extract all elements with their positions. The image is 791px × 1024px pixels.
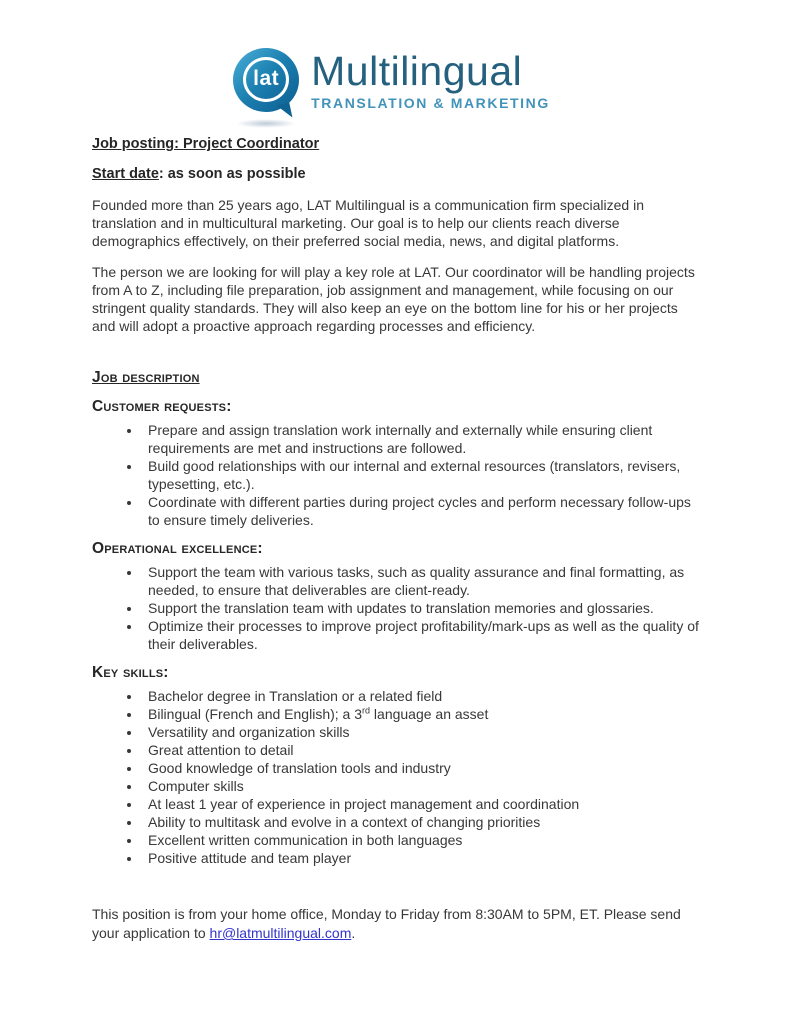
- list-item: • Excellent written communication in both languages: [142, 831, 701, 849]
- page-title: Job posting: Project Coordinator: [92, 136, 320, 152]
- ordinal-superscript: rd: [362, 705, 371, 716]
- speech-bubble-tail: [277, 103, 293, 120]
- list-item: • Ability to multitask and evolve in a context of changing priorities: [142, 813, 701, 831]
- list-item: • Prepare and assign translation work internally and externally while ensuring client requirements are met and instructions are followed.: [142, 421, 701, 457]
- logo-brand-name: Multilingual: [311, 47, 523, 94]
- list-item: • Support the translation team with updates to translation memories and glossaries.: [142, 599, 701, 617]
- intro-paragraph-2: The person we are looking for will play a key role at LAT. Our coordinator will be handling projects from A to Z, including file preparation, job assignment and management, while focusing on our stringent quality standards. They will also keep an eye on the bottom line for his or her projects and will adopt a proactive approach regarding processes and efficiency.: [92, 264, 695, 334]
- list-item: • At least 1 year of experience in project management and coordination: [142, 795, 701, 813]
- operational-excellence-heading: Operational excellence:: [92, 540, 263, 557]
- closing-paragraph: [92, 905, 701, 943]
- list-item: • Support the team with various tasks, such as quality assurance and final formatting, as needed, to ensure that deliverables are client-ready.: [142, 563, 701, 599]
- list-item: • Positive attitude and team player: [142, 849, 701, 867]
- list-item: • Versatility and organization skills: [142, 723, 701, 741]
- operational-excellence-list: [92, 563, 701, 653]
- logo-tagline: TRANSLATION & MARKETING: [311, 94, 550, 111]
- key-skills-list: [92, 687, 701, 867]
- list-item: • Optimize their processes to improve project profitability/mark-ups as well as the quality of their deliverables.: [142, 617, 701, 653]
- logo-bubble-text: lat: [253, 66, 280, 90]
- list-item-text: Bilingual (French and English); a 3: [148, 706, 363, 722]
- customer-requests-list: [92, 421, 701, 529]
- list-item: • Coordinate with different parties during project cycles and perform necessary follow-ups to ensure timely deliveries.: [142, 493, 701, 529]
- key-skills-heading: Key skills:: [92, 664, 169, 681]
- list-item-text: language an asset: [370, 706, 489, 722]
- start-date-value: : as soon as possible: [158, 166, 306, 182]
- list-item: • Bachelor degree in Translation or a related field: [142, 687, 701, 705]
- logo-ring: [243, 57, 289, 102]
- closing-text: This position is from your home office, Monday to Friday from 8:30AM to 5PM, ET. Please send your application to: [92, 906, 681, 941]
- job-description-heading: Job description: [92, 369, 200, 386]
- company-logo: [92, 48, 701, 112]
- list-item: • Great attention to detail: [142, 741, 701, 759]
- closing-period: .: [351, 925, 356, 941]
- list-item: • Good knowledge of translation tools and industry: [142, 759, 701, 777]
- customer-requests-heading: Customer requests:: [92, 398, 232, 415]
- logo-shadow: [236, 119, 296, 128]
- list-item: • Build good relationships with our internal and external resources (translators, revisers, typesetting, etc.).: [142, 457, 701, 493]
- list-item: • Computer skills: [142, 777, 701, 795]
- speech-bubble-icon: [233, 48, 299, 112]
- intro-paragraph-1: Founded more than 25 years ago, LAT Multilingual is a communication firm specialized in translation and in multicultural marketing. Our goal is to help our clients reach diverse demographics effectively, on their preferred social media, news, and digital platforms.: [92, 197, 644, 249]
- logo-wordmark: [311, 47, 550, 111]
- start-date-label: Start date: [92, 166, 159, 182]
- start-date-line: [92, 166, 701, 182]
- list-item: [142, 705, 701, 723]
- application-email-link[interactable]: hr@latmultilingual.com: [209, 925, 352, 941]
